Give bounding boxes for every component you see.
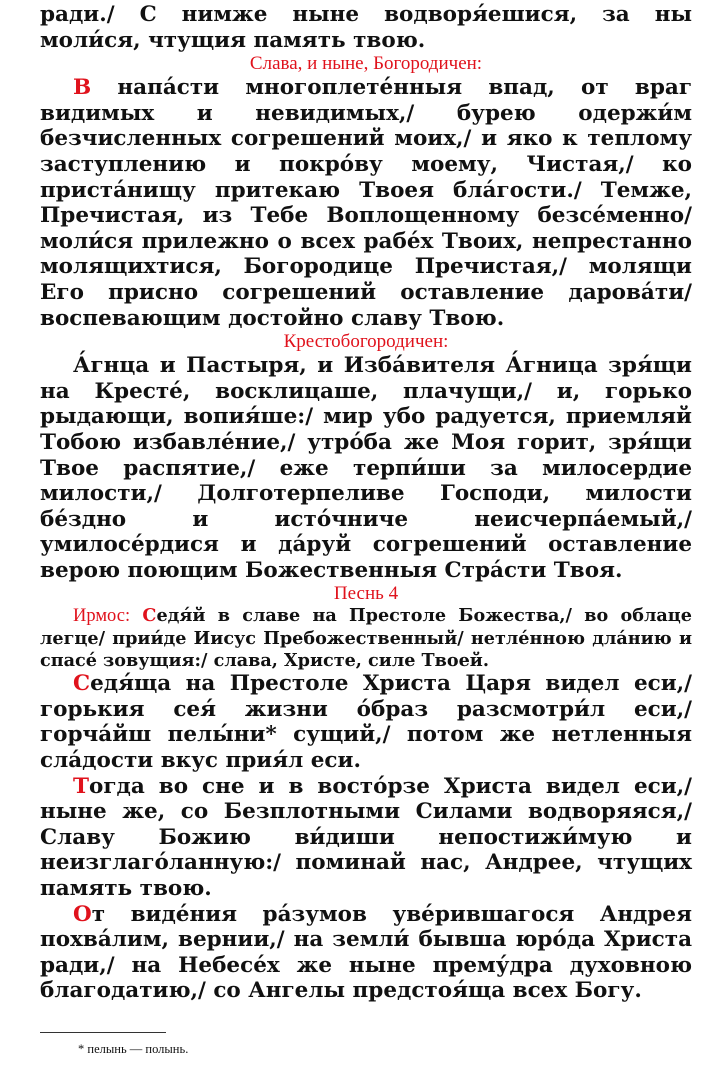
- stavrotheotokion-verse: [40, 353, 692, 583]
- irmos-verse: [40, 605, 692, 671]
- verse-text: огда во сне и в восто́рзе Христа видел еси,/ ныне же, со Безплотными Силами водворяяся,/ Славу Божию ви́диши непостижи́мую и неизглаго́ланную:/ поминай нас, Андрее, чтущих память твою.: [40, 773, 692, 901]
- theotokion-verse: [40, 75, 692, 331]
- verse-text: т виде́ния ра́зумов уве́рившагося Андрея похва́лим, вернии,/ на земли́ бывша юро́да Христа ради,/ на Небесе́х же ныне прему́дра духовною благодатию,/ со Ангелы предстоя́ща всех Богу.: [40, 901, 692, 1004]
- liturgical-page: [40, 2, 692, 1056]
- verse-text: А́гнца и Пастыря, и Изба́вителя А́гница зря́щи на Кресте́, восклицаше, плачущи,/ и, горько рыдающи, вопия́ше:/ мир убо радуется, приемляй Тобою избавле́ние,/ утро́ба же Моя горит, зря́щи Твое распятие,/ еже терпи́ши за милосердие милости,/ Долготерпеливе Господи, милости бе́здно и исто́чниче неисчерпа́емый,/ умилосе́рдися и да́руй согрешений оставление верою поющим Божественныя Стра́сти Твоя.: [40, 353, 692, 583]
- dropcap: С: [142, 605, 157, 627]
- continued-verse: [40, 2, 692, 53]
- troparion-1: [40, 671, 692, 773]
- footnote-rule: [40, 1032, 166, 1033]
- troparion-2: [40, 774, 692, 902]
- verse-text: ради./ С нимже ныне водворя́ешися, за ны моли́ся, чтущия память твою.: [40, 2, 692, 53]
- verse-text: едя́ща на Престоле Христа Царя видел еси,/ горькия сея́ жизни о́браз разсмотри́л еси,/ горча́йш пелы́ни* сущий,/ потом же нетленныя сла́дости вкус прия́л еси.: [40, 671, 692, 774]
- dropcap: В: [73, 75, 92, 101]
- troparion-3: [40, 902, 692, 1004]
- verse-text: напа́сти многоплете́нныя впад, от враг видимых и невидимых,/ бурею одержи́м безчисленных согрешений моих,/ и яко к теплому заступлению и покро́ву моему, Чистая,/ ко приста́нищу притекаю Твоея бла́гости./ Темже, Пречистая, из Тебе Воплощенному безсе́менно/ моли́ся прилежно о всех рабе́х Твоих, непрестанно молящихтися, Богородице Пречистая,/ молящи Его присно согрешений оставление дарова́ти/ воспевающим достойно славу Твою.: [40, 75, 692, 331]
- ode-heading: Песнь 4: [333, 583, 399, 605]
- rubric-heading-theotokion: Слава, и ныне, Богородичен:: [249, 53, 483, 75]
- rubric-heading-stavrotheotokion: Крестобогородичен:: [283, 331, 449, 353]
- dropcap: С: [73, 671, 91, 697]
- dropcap: Т: [73, 773, 89, 799]
- verse-text: едя́й в славе на Престоле Божества,/ во облаце легце/ прии́де Иисус Пребожественный/ нетле́нною дла́нию и спасе́ зовущия:/ слава, Христе, силе Твоей.: [40, 605, 692, 671]
- irmos-label: Ирмос:: [73, 606, 131, 627]
- dropcap: О: [73, 901, 92, 927]
- footnote: * пелынь — полынь.: [78, 1042, 189, 1056]
